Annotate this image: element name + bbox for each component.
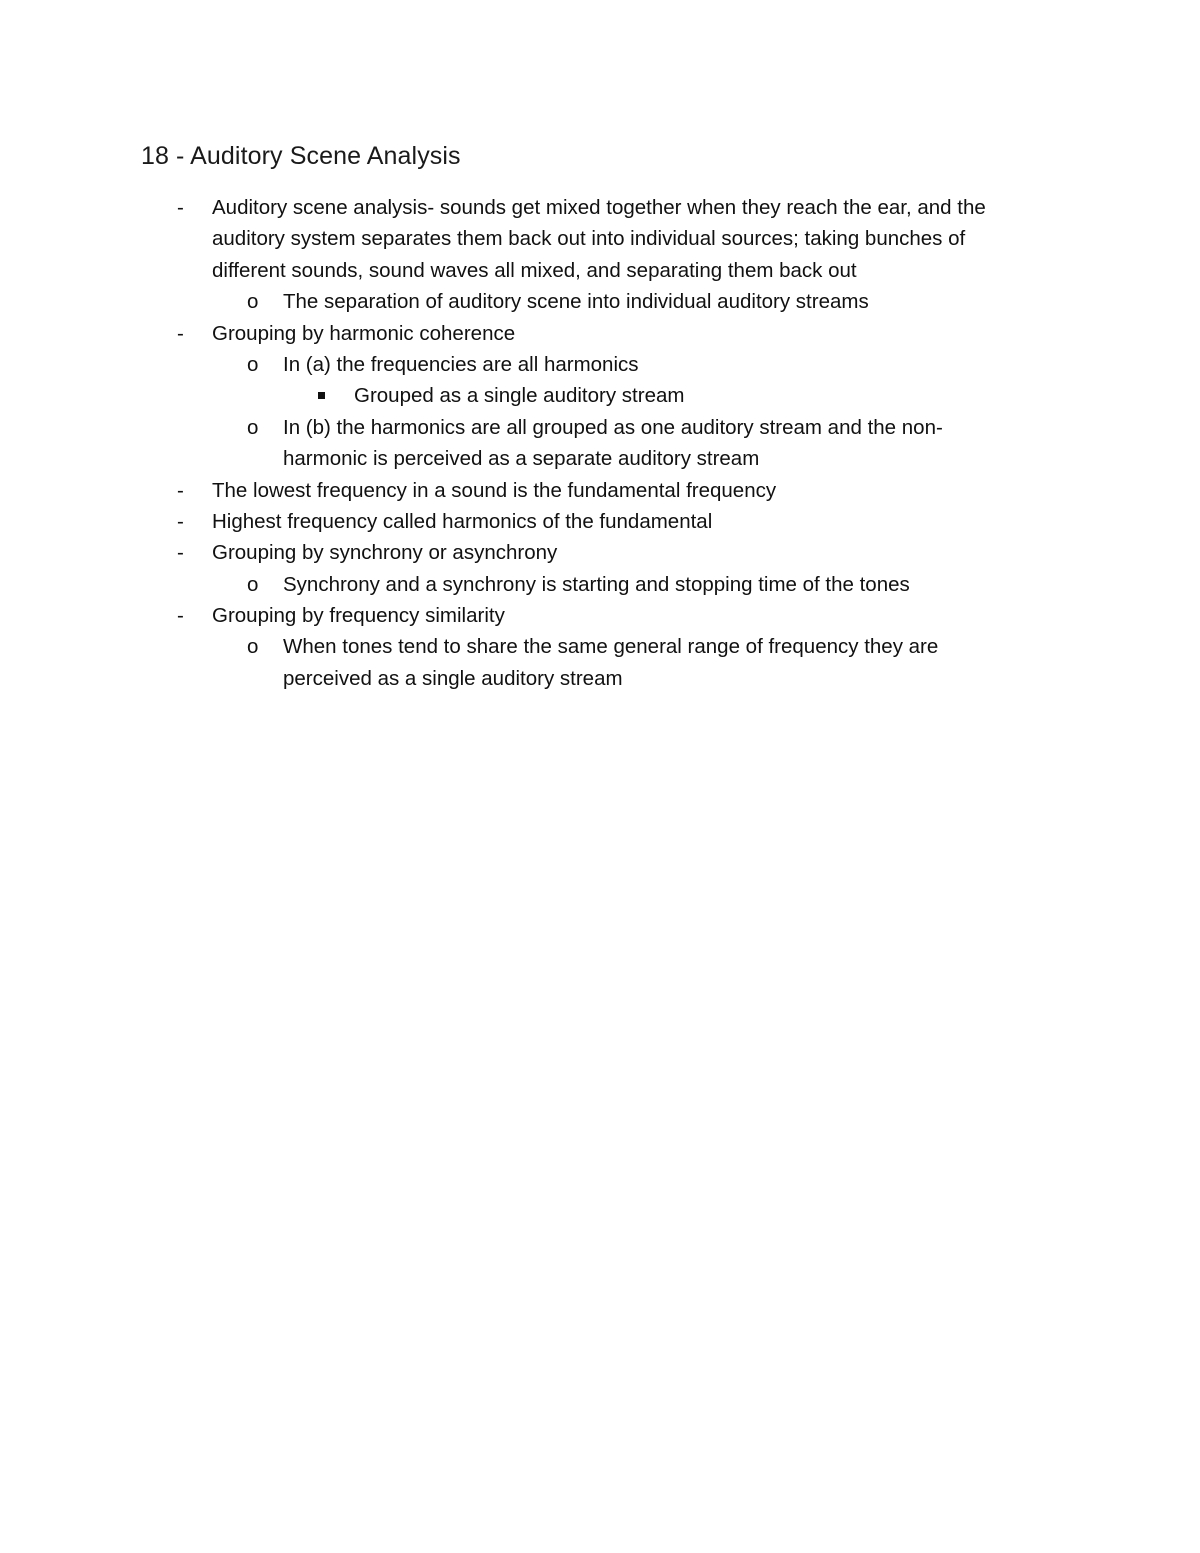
list-item-text: Grouped as a single auditory stream [354, 384, 685, 408]
page-title: 18 - Auditory Scene Analysis [141, 142, 461, 170]
list-item-continuation [0, 223, 1200, 254]
dash-bullet: - [177, 541, 184, 565]
list-item-text: auditory system separates them back out into individual sources; taking bunches of [212, 227, 966, 251]
circle-bullet: o [247, 635, 259, 659]
list-item [0, 412, 1200, 443]
list-item [0, 631, 1200, 662]
list-item-text: Grouping by synchrony or asynchrony [212, 541, 558, 565]
list-item [0, 286, 1200, 317]
notes-list [0, 192, 1200, 694]
list-item-text: Auditory scene analysis- sounds get mixed together when they reach the ear, and the [212, 196, 986, 219]
list-item-text: perceived as a single auditory stream [283, 666, 623, 690]
list-item [0, 600, 1200, 631]
circle-bullet: o [247, 290, 259, 314]
circle-bullet: o [247, 572, 259, 596]
list-item-text: The separation of auditory scene into individual auditory streams [283, 290, 869, 314]
list-item-text: Synchrony and a synchrony is starting and stopping time of the tones [283, 572, 910, 596]
list-item-continuation [0, 663, 1200, 694]
dash-bullet: - [177, 478, 184, 502]
list-item [0, 537, 1200, 568]
list-item [0, 192, 1200, 223]
list-item-text: When tones tend to share the same general range of frequency they are [283, 635, 939, 659]
list-item [0, 506, 1200, 537]
list-item [0, 318, 1200, 349]
list-item [0, 380, 1200, 411]
dash-bullet: - [177, 196, 184, 219]
list-item-text: Grouping by frequency similarity [212, 604, 505, 628]
list-item-text: Highest frequency called harmonics of the fundamental [212, 509, 713, 533]
list-item-text: In (a) the frequencies are all harmonics [283, 352, 639, 376]
circle-bullet: o [247, 415, 259, 439]
dash-bullet: - [177, 321, 184, 345]
list-item-text: different sounds, sound waves all mixed, and separating them back out [212, 258, 857, 282]
dash-bullet: - [177, 509, 184, 533]
list-item-continuation [0, 255, 1200, 286]
list-item [0, 475, 1200, 506]
list-item [0, 569, 1200, 600]
list-item-continuation [0, 443, 1200, 474]
list-item-text: Grouping by harmonic coherence [212, 321, 516, 345]
list-item-text: In (b) the harmonics are all grouped as one auditory stream and the non- [283, 415, 943, 439]
circle-bullet: o [247, 352, 259, 376]
list-item-text: The lowest frequency in a sound is the fundamental frequency [212, 478, 777, 502]
square-bullet-icon [318, 392, 325, 399]
list-item [0, 349, 1200, 380]
list-item-text: harmonic is perceived as a separate auditory stream [283, 447, 760, 471]
dash-bullet: - [177, 604, 184, 628]
